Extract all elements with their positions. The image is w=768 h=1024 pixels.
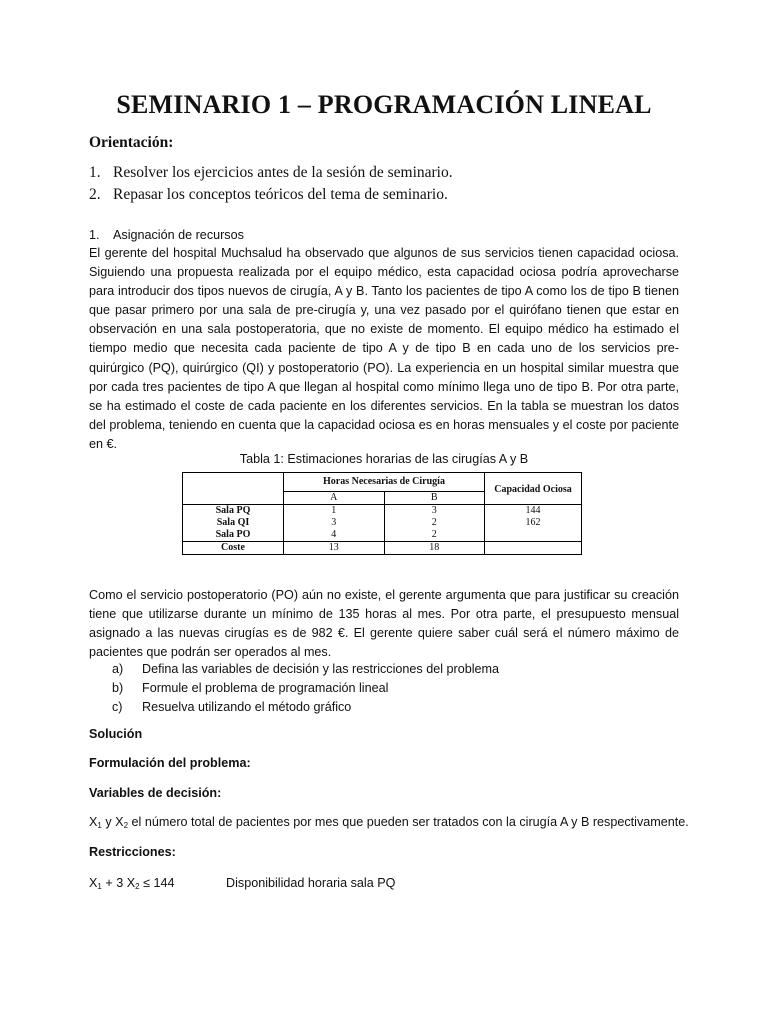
constraint-sub1: 1 [97,882,102,891]
restrictions-heading: Restricciones: [89,845,176,859]
constraint-1-label: Disponibilidad horaria sala PQ [226,876,396,890]
list-text: Resolver los ejercicios antes de la sesión de seminario. [113,164,453,181]
table-cell: 144 [485,505,582,518]
table-header-capacity: Capacidad Ociosa [485,473,582,505]
var-and: y [101,815,116,829]
list-number: 1. [89,164,101,181]
context-paragraph: Como el servicio postoperatorio (PO) aún no existe, el gerente argumenta que para justificar su creación tiene que utilizarse durante un mínimo de 135 horas al mes. Por otra parte, el presupuesto mensual asignado a las nuevas cirugías es de 982 €. El gerente quiere saber cuál será el número máximo de pacientes que podrán ser operados al mes. [89,588,679,660]
formulation-heading: Formulación del problema: [89,756,251,770]
table-header-row [183,473,582,492]
list-text: Resuelva utilizando el método gráfico [142,700,352,714]
table-cell [485,542,582,555]
estimates-table [182,472,582,555]
orientation-list [89,162,453,206]
variables-heading: Variables de decisión: [89,786,222,800]
page-title: SEMINARIO 1 – PROGRAMACIÓN LINEAL [116,90,652,119]
list-text: Defina las variables de decisión y las restricciones del problema [142,662,499,676]
constraint-sub2: 2 [135,882,140,891]
table-row [183,529,582,542]
table-cell: 13 [284,542,385,555]
table-caption: Tabla 1: Estimaciones horarias de las cirugías A y B [239,452,529,466]
table-cell: 3 [384,505,485,518]
table-row-label: Sala PO [183,529,284,542]
list-item [112,698,499,717]
table-row-label: Sala PQ [183,505,284,518]
var-x2: X [115,815,124,829]
variables-text: el número total de pacientes por mes que pueden ser tratados con la cirugía A y B respectivamente. [128,815,689,829]
table-cell [485,529,582,542]
list-item [112,660,499,679]
table-col-a: A [284,492,385,505]
table-row-cost [183,542,582,555]
table-cell: 2 [384,529,485,542]
variables-definition [89,815,689,830]
table-cell: 3 [284,517,385,529]
list-number: 2. [89,186,101,203]
constraint-1 [89,876,175,891]
table-row [183,505,582,518]
list-text: Formule el problema de programación lineal [142,681,389,695]
list-marker: b) [112,681,124,695]
list-marker: c) [112,700,123,714]
table-cell: 2 [384,517,485,529]
constraint-x1: X [89,876,98,890]
table-col-b: B [384,492,485,505]
var-x1: X [89,815,98,829]
table-cell: 18 [384,542,485,555]
table-corner-cell [183,473,284,505]
table-row-label: Coste [183,542,284,555]
var-sub1: 1 [97,821,102,830]
list-marker: a) [112,662,124,676]
section-title: Asignación de recursos [113,228,244,242]
table-header-hours: Horas Necesarias de Cirugía [284,473,485,492]
list-item [112,679,499,698]
table-row-label: Sala QI [183,517,284,529]
list-text: Repasar los conceptos teóricos del tema de seminario. [113,186,448,203]
task-list [112,660,499,717]
orientation-heading: Orientación: [89,134,174,151]
problem-paragraph: El gerente del hospital Muchsalud ha observado que algunos de sus servicios tienen capacidad ociosa. Siguiendo una propuesta realizada por el equipo médico, esta capacidad ociosa podría aprovecharse para introducir dos tipos nuevos de cirugía, A y B. Tanto los pacientes de tipo A como los de tipo B tienen que pasar primero por una sala de pre-cirugía y, una vez pasado por el quirófano tienen que estar en observación en una sala postoperatoria, que no existe de momento. El equipo médico ha estimado el tiempo medio que necesita cada paciente de tipo A y de tipo B en cada uno de los servicios pre-quirúrgico (PQ), quirúrgico (QI) y postoperatorio (PO). La experiencia en un hospital similar muestra que por cada tres pacientes de tipo A que llegan al hospital como mínimo llega uno de tipo B. Por otra parte, se ha estimado el coste de cada paciente en los diferentes servicios. En la tabla se muestran los datos del problema, teniendo en cuenta que la capacidad ociosa es en horas mensuales y el coste por paciente en €. [89,246,679,451]
table-row [183,517,582,529]
section-heading [89,228,244,242]
constraint-mid: + 3 X [101,876,136,890]
section-number: 1. [89,228,100,242]
constraint-rhs: ≤ 144 [139,876,175,890]
list-item [89,162,453,184]
solution-heading: Solución [89,727,143,741]
list-item [89,184,453,206]
table-cell: 162 [485,517,582,529]
table-cell: 1 [284,505,385,518]
var-sub2: 2 [123,821,129,830]
table-cell: 4 [284,529,385,542]
